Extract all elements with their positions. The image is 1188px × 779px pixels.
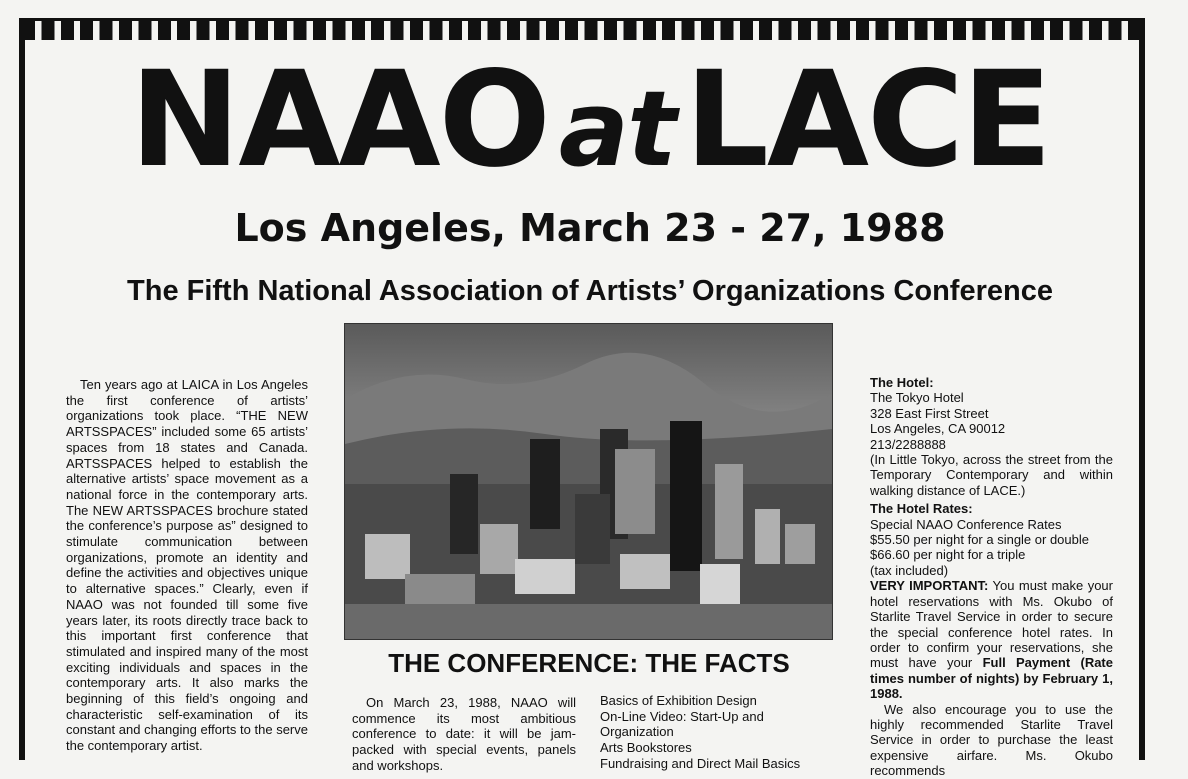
workshop-item: Arts Bookstores xyxy=(600,740,692,756)
facts-paragraph: On March 23, 1988, NAAO will commence its most ambitious conference to date: it will be jam-packed with special events, panels and workshops. xyxy=(352,695,576,773)
important-label: VERY IMPORTANT: xyxy=(870,578,989,594)
hotel-street: 328 East First Street xyxy=(870,405,989,421)
conference-subtitle: The Fifth National Association of Artists’ Organizations Conference xyxy=(127,275,1053,307)
hotel-phone: 213/2288888 xyxy=(870,436,946,452)
rates-line: Special NAAO Conference Rates xyxy=(870,516,1062,532)
rates-label: The Hotel Rates: xyxy=(870,501,973,517)
important-text: You must make your hotel reservations with Ms. Okubo of Starlite Travel Service in order to secure the special conference hotel rates. In order to confirm your reservations, she must have your xyxy=(870,578,1113,671)
masthead-title xyxy=(40,43,1140,199)
hotel-label: The Hotel: xyxy=(870,375,934,390)
intro-column xyxy=(66,377,308,754)
encourage-paragraph: We also encourage you to use the highly recommended Starlite Travel Service in order to purchase the least expensive airfare. Ms. Okubo recommends xyxy=(870,701,1113,779)
workshop-item: On-Line Video: Start-Up and Organization xyxy=(600,708,764,740)
event-dates: Los Angeles, March 23 - 27, 1988 xyxy=(234,206,946,250)
hotel-note: (In Little Tokyo, across the street from the Temporary Contemporary and within walking distance of LACE.) xyxy=(870,452,1113,498)
hotel-info-column xyxy=(870,375,1113,779)
rates-line: $55.50 per night for a single or double xyxy=(870,532,1089,548)
important-bold: Full Payment (Rate times number of nights) by February 1, 1988. xyxy=(870,655,1113,702)
skyline-image xyxy=(345,324,832,639)
masthead-naao: NAAO xyxy=(129,43,549,197)
masthead-lace: LACE xyxy=(684,43,1051,197)
left-border xyxy=(19,18,25,760)
facts-heading: THE CONFERENCE: THE FACTS xyxy=(388,648,790,678)
workshop-item: Fundraising and Direct Mail Basics xyxy=(600,755,801,771)
masthead-at: at xyxy=(558,68,675,190)
facts-column xyxy=(352,695,576,774)
workshop-item: Basics of Exhibition Design xyxy=(600,693,757,708)
top-dashed-border xyxy=(22,20,1142,40)
hotel-city: Los Angeles, CA 90012 xyxy=(870,421,1006,437)
hotel-name: The Tokyo Hotel xyxy=(870,390,964,406)
los-angeles-skyline-photo xyxy=(344,323,833,640)
rates-line: $66.60 per night for a triple xyxy=(870,547,1026,563)
important-notice xyxy=(870,578,1113,701)
workshop-list xyxy=(600,693,840,772)
intro-paragraph: Ten years ago at LAICA in Los Angeles the first conference of artists’ organizations took place. “THE NEW ARTSSPACES” included some 65 artists’ spaces from 18 states and Canada. ARTSSPACES helped to establish the alternative artists’ space movement as a national force in the contemporary arts. The NEW ARTSSPACES brochure stated the conference’s purpose as” designed to stimulate communication between organizations, promote an identity and define the activities and objectives unique to alternative spaces.” Clearly, even if NAAO was not founded till some five years later, its roots directly trace back to this important first conference that stimulated and inspired many of the most exciting individuals and spaces in the contemporary arts. It also marks the beginning of this field’s ongoing and characteristic self-examination of its constant and changing efforts to the serve the contemporary artist. xyxy=(66,377,308,754)
rates-line: (tax included) xyxy=(870,562,949,578)
